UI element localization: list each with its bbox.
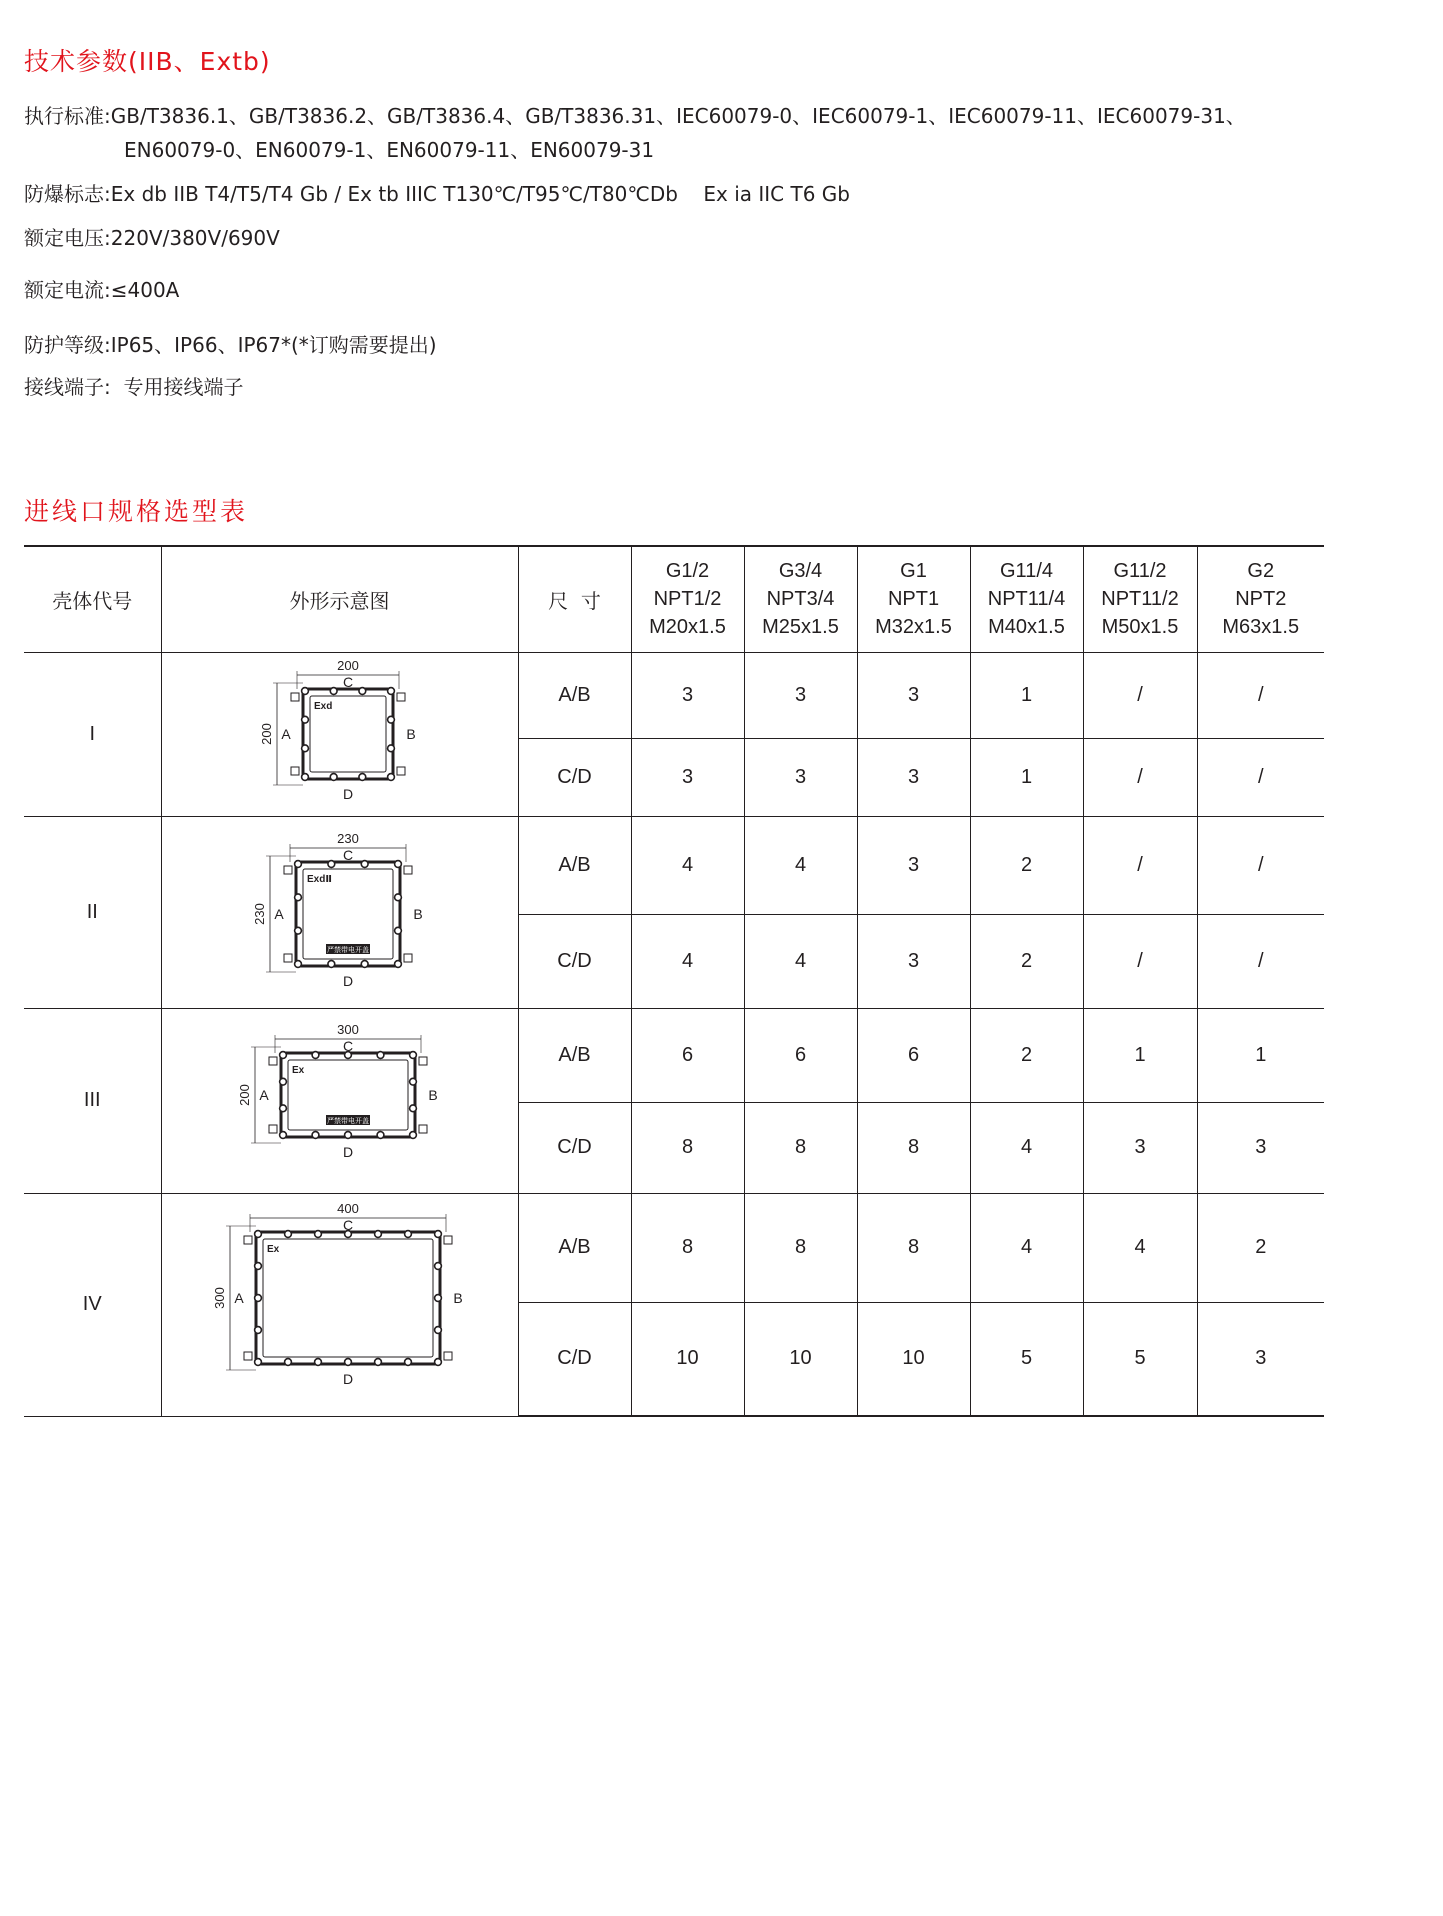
table-cell: 8 xyxy=(744,1193,857,1302)
table-cell: 3 xyxy=(744,738,857,816)
cover-bolt xyxy=(294,861,301,868)
diagram-cell xyxy=(161,652,518,816)
port-label: G2 xyxy=(1247,560,1275,583)
spec-current-value: ≤400A xyxy=(110,278,180,302)
port-label: NPT11/4 xyxy=(987,588,1066,611)
cover-bolt xyxy=(377,1132,384,1139)
port-label: G3/4 xyxy=(778,560,823,583)
table-cell: 6 xyxy=(857,1008,970,1102)
cover-bolt xyxy=(279,1105,286,1112)
table-cell: 5 xyxy=(970,1302,1083,1416)
cover-bolt xyxy=(279,1078,286,1085)
table-cell: 3 xyxy=(857,914,970,1008)
side-label-d: D xyxy=(342,1371,353,1387)
mounting-lug xyxy=(284,866,292,874)
size-label-ab: A/B xyxy=(518,652,631,738)
table-cell: 2 xyxy=(1197,1193,1324,1302)
height-dimension-label: 200 xyxy=(258,723,274,745)
port-label: NPT1 xyxy=(887,588,940,611)
mounting-lug xyxy=(397,693,405,701)
housing-diagram xyxy=(170,832,510,992)
spec-explosion-label: 防爆标志: xyxy=(24,182,111,206)
cover-bolt xyxy=(394,861,401,868)
cover-bolt xyxy=(409,1132,416,1139)
cover-bolt xyxy=(279,1132,286,1139)
cover-bolt xyxy=(374,1359,381,1366)
housing-diagram xyxy=(170,659,510,809)
table-cell: 6 xyxy=(631,1008,744,1102)
side-label-a: A xyxy=(258,1087,269,1103)
cover-bolt xyxy=(404,1359,411,1366)
spec-protection-label: 防护等级: xyxy=(24,333,111,357)
cover-bolt xyxy=(434,1231,441,1238)
spec-current-label: 额定电流: xyxy=(24,278,111,302)
mounting-lug xyxy=(291,767,299,775)
table-cell: 3 xyxy=(857,652,970,738)
size-label-ab: A/B xyxy=(518,816,631,914)
cover-bolt xyxy=(358,774,365,781)
spec-protection-value: IP65、IP66、IP67*(*订购需要提出) xyxy=(110,333,437,357)
size-label-cd: C/D xyxy=(518,914,631,1008)
cover-bolt xyxy=(387,774,394,781)
spec-terminal-value: 专用接线端子 xyxy=(110,375,244,399)
side-label-b: B xyxy=(405,726,416,742)
cover-bolt xyxy=(404,1231,411,1238)
cover-bolt xyxy=(409,1052,416,1059)
table-cell: 3 xyxy=(631,738,744,816)
cover-bolt xyxy=(344,1359,351,1366)
side-label-b: B xyxy=(412,906,423,922)
table-cell: 5 xyxy=(1083,1302,1197,1416)
table-cell: 4 xyxy=(631,914,744,1008)
header-port-3 xyxy=(857,546,970,652)
table-header-row xyxy=(24,546,1324,652)
side-label-d: D xyxy=(342,786,353,802)
cover-bolt xyxy=(377,1052,384,1059)
header-port-2 xyxy=(744,546,857,652)
height-dimension-label: 230 xyxy=(251,903,267,925)
table-cell: 10 xyxy=(744,1302,857,1416)
header-size: 尺 寸 xyxy=(518,546,631,652)
cover-bolt xyxy=(387,745,394,752)
table-cell: 1 xyxy=(1197,1008,1324,1102)
table-cell: 4 xyxy=(631,816,744,914)
table-cell: 3 xyxy=(744,652,857,738)
mounting-lug xyxy=(244,1352,252,1360)
table-cell: 4 xyxy=(1083,1193,1197,1302)
warning-plate-text: 严禁带电开盖 xyxy=(326,1118,369,1125)
cover-bolt xyxy=(330,688,337,695)
port-label: M32x1.5 xyxy=(875,616,952,639)
cover-bolt xyxy=(314,1359,321,1366)
enclosure-outline xyxy=(256,1232,440,1364)
cover-bolt xyxy=(361,861,368,868)
spec-voltage-value: 220V/380V/690V xyxy=(110,226,280,250)
width-dimension-label: 300 xyxy=(336,1023,359,1037)
width-dimension-label: 400 xyxy=(336,1202,359,1216)
mounting-lug xyxy=(244,1236,252,1244)
cover-bolt xyxy=(344,1132,351,1139)
cover-bolt xyxy=(294,894,301,901)
cover-bolt xyxy=(312,1052,319,1059)
cover-bolt xyxy=(387,716,394,723)
mounting-lug xyxy=(404,866,412,874)
diagram-cell xyxy=(161,1008,518,1193)
table-cell: 4 xyxy=(744,914,857,1008)
spec-standard-value-1: GB/T3836.1、GB/T3836.2、GB/T3836.4、GB/T3836.31、IEC60079-0、IEC60079-1、IEC60079-11、IEC60079-31、 xyxy=(110,104,1246,128)
spec-terminal xyxy=(24,370,243,404)
ex-marking: Ex xyxy=(291,1065,304,1076)
table-cell: 6 xyxy=(744,1008,857,1102)
cover-bolt xyxy=(409,1105,416,1112)
cover-bolt xyxy=(394,961,401,968)
cover-bolt xyxy=(284,1359,291,1366)
cover-bolt xyxy=(284,1231,291,1238)
spec-rated-current xyxy=(24,273,179,307)
housing-diagram xyxy=(170,1023,510,1178)
port-label: NPT3/4 xyxy=(766,588,835,611)
table-cell: 3 xyxy=(857,738,970,816)
warning-plate-text: 严禁带电开盖 xyxy=(326,947,369,954)
cover-bolt xyxy=(434,1295,441,1302)
cover-bolt xyxy=(409,1078,416,1085)
table-cell: / xyxy=(1083,816,1197,914)
header-housing: 壳体代号 xyxy=(24,546,161,652)
cover-bolt xyxy=(254,1359,261,1366)
side-label-c: C xyxy=(342,847,353,863)
table-cell: / xyxy=(1083,914,1197,1008)
width-dimension-label: 230 xyxy=(336,832,359,846)
mounting-lug xyxy=(419,1057,427,1065)
table-cell: 8 xyxy=(631,1193,744,1302)
spec-terminal-label: 接线端子: xyxy=(24,375,111,399)
side-label-a: A xyxy=(273,906,284,922)
cover-bolt xyxy=(254,1231,261,1238)
table-cell: 8 xyxy=(857,1102,970,1193)
housing-code: I xyxy=(24,652,161,816)
cover-bolt xyxy=(374,1231,381,1238)
height-dimension-label: 300 xyxy=(211,1287,227,1309)
side-label-c: C xyxy=(342,1038,353,1054)
header-port-6 xyxy=(1197,546,1324,652)
table-cell: / xyxy=(1197,914,1324,1008)
table-cell: 4 xyxy=(970,1193,1083,1302)
header-port-4 xyxy=(970,546,1083,652)
mounting-lug xyxy=(404,954,412,962)
spec-standard xyxy=(24,99,1246,167)
size-label-ab: A/B xyxy=(518,1193,631,1302)
cover-bolt xyxy=(358,688,365,695)
cover-bolt xyxy=(361,961,368,968)
diagram-cell xyxy=(161,1193,518,1416)
housing-code: IV xyxy=(24,1193,161,1416)
spec-explosion-value: Ex db IIB T4/T5/T4 Gb / Ex tb IIIC T130℃/T95℃/T80℃Db Ex ia IIC T6 Gb xyxy=(110,182,850,206)
spec-protection-grade xyxy=(24,328,437,362)
cover-bolt xyxy=(301,774,308,781)
table-cell: 3 xyxy=(857,816,970,914)
table-cell: / xyxy=(1083,738,1197,816)
table-row xyxy=(24,1008,1324,1102)
table-cell: 8 xyxy=(857,1193,970,1302)
table-cell: 4 xyxy=(970,1102,1083,1193)
table-cell: 10 xyxy=(857,1302,970,1416)
table-cell: 4 xyxy=(744,816,857,914)
port-label: G11/4 xyxy=(1000,560,1053,583)
width-dimension-label: 200 xyxy=(336,659,359,673)
spec-rated-voltage xyxy=(24,221,280,255)
ex-marking: ExdⅡ xyxy=(306,874,332,885)
port-label: G1 xyxy=(900,560,927,583)
table-cell: 1 xyxy=(970,738,1083,816)
table-row xyxy=(24,816,1324,914)
spec-standard-value-2: EN60079-0、EN60079-1、EN60079-11、EN60079-31 xyxy=(124,138,655,162)
port-label: NPT1/2 xyxy=(653,588,722,611)
header-port-1 xyxy=(631,546,744,652)
port-label: M20x1.5 xyxy=(649,616,726,639)
cover-bolt xyxy=(301,688,308,695)
mounting-lug xyxy=(291,693,299,701)
cover-bolt xyxy=(434,1263,441,1270)
cover-bolt xyxy=(312,1132,319,1139)
table-cell: / xyxy=(1197,738,1324,816)
cover-bolt xyxy=(314,1231,321,1238)
side-label-d: D xyxy=(342,973,353,989)
table-cell: 8 xyxy=(744,1102,857,1193)
mounting-lug xyxy=(444,1352,452,1360)
side-label-b: B xyxy=(452,1290,463,1306)
cover-bolt xyxy=(279,1052,286,1059)
table-cell: / xyxy=(1083,652,1197,738)
size-label-ab: A/B xyxy=(518,1008,631,1102)
cover-bolt xyxy=(327,861,334,868)
mounting-lug xyxy=(444,1236,452,1244)
housing-diagram xyxy=(170,1202,510,1407)
cover-bolt xyxy=(330,774,337,781)
table-cell: / xyxy=(1197,652,1324,738)
cover-bolt xyxy=(254,1327,261,1334)
mounting-lug xyxy=(284,954,292,962)
spec-standard-label: 执行标准: xyxy=(24,104,111,128)
port-label: NPT11/2 xyxy=(1101,588,1179,611)
table-cell: 8 xyxy=(631,1102,744,1193)
table-cell: 1 xyxy=(970,652,1083,738)
height-dimension-label: 200 xyxy=(236,1084,252,1106)
diagram-cell xyxy=(161,816,518,1008)
table-cell: 3 xyxy=(1197,1302,1324,1416)
cover-bolt xyxy=(434,1327,441,1334)
section-title-selection-table: 进线口规格选型表 xyxy=(24,497,249,526)
table-cell: / xyxy=(1197,816,1324,914)
port-label: G1/2 xyxy=(665,560,710,583)
cover-bolt xyxy=(294,961,301,968)
table-cell: 3 xyxy=(1197,1102,1324,1193)
table-cell: 1 xyxy=(1083,1008,1197,1102)
housing-code: II xyxy=(24,816,161,1008)
ex-marking: Ex xyxy=(266,1244,279,1255)
port-label: G11/2 xyxy=(1113,560,1167,583)
table-cell: 2 xyxy=(970,816,1083,914)
spec-explosion-marking xyxy=(24,177,850,211)
cover-bolt xyxy=(254,1263,261,1270)
section-title-specs: 技术参数(IIB、Extb) xyxy=(24,47,271,76)
cover-bolt xyxy=(301,745,308,752)
header-diagram: 外形示意图 xyxy=(161,546,518,652)
port-label: M25x1.5 xyxy=(762,616,839,639)
mounting-lug xyxy=(269,1125,277,1133)
cover-bolt xyxy=(294,927,301,934)
side-label-d: D xyxy=(342,1144,353,1160)
mounting-lug xyxy=(397,767,405,775)
size-label-cd: C/D xyxy=(518,1302,631,1416)
cover-bolt xyxy=(301,716,308,723)
size-label-cd: C/D xyxy=(518,1102,631,1193)
cover-bolt xyxy=(394,927,401,934)
table-cell: 10 xyxy=(631,1302,744,1416)
mounting-lug xyxy=(419,1125,427,1133)
table-cell: 3 xyxy=(1083,1102,1197,1193)
port-label: M40x1.5 xyxy=(988,616,1065,639)
side-label-c: C xyxy=(342,674,353,690)
side-label-a: A xyxy=(233,1290,244,1306)
side-label-a: A xyxy=(280,726,291,742)
ex-marking: Exd xyxy=(313,701,332,712)
port-label: M63x1.5 xyxy=(1222,616,1300,639)
port-label: NPT2 xyxy=(1235,588,1287,611)
inlet-selection-table xyxy=(24,545,1324,1417)
cover-bolt xyxy=(387,688,394,695)
side-label-b: B xyxy=(427,1087,438,1103)
header-port-5 xyxy=(1083,546,1197,652)
table-cell: 2 xyxy=(970,1008,1083,1102)
mounting-lug xyxy=(269,1057,277,1065)
cover-bolt xyxy=(434,1359,441,1366)
cover-bolt xyxy=(327,961,334,968)
table-row xyxy=(24,1193,1324,1302)
cover-bolt xyxy=(254,1295,261,1302)
table-cell: 3 xyxy=(631,652,744,738)
side-label-c: C xyxy=(342,1217,353,1233)
table-row xyxy=(24,652,1324,738)
port-label: M50x1.5 xyxy=(1101,616,1179,639)
spec-voltage-label: 额定电压: xyxy=(24,226,111,250)
housing-code: III xyxy=(24,1008,161,1193)
size-label-cd: C/D xyxy=(518,738,631,816)
cover-bolt xyxy=(394,894,401,901)
table-cell: 2 xyxy=(970,914,1083,1008)
